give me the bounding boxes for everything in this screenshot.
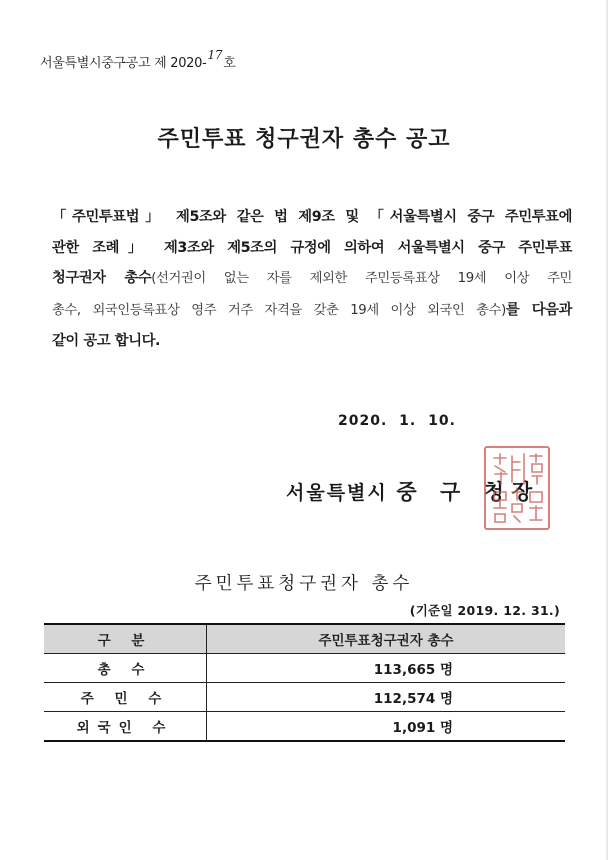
body-line-4: 총수, 외국인등록표상 영주 거주 자격을 갖춘 19세 이상 외국인 총수)를 다음과 <box>52 301 572 318</box>
row-value: 112,574 명 <box>207 683 566 712</box>
notice-date: 2020. 1. 10. <box>338 413 456 429</box>
body-line-3: 청구권자 총수(선거권이 없는 자를 제외한 주민등록표상 19세 이상 주민 <box>52 270 572 286</box>
reference-date: (기준일 2019. 12. 31.) <box>409 603 560 618</box>
notice-number <box>40 48 236 71</box>
row-label: 주 민 수 <box>44 683 207 712</box>
issuer-prefix: 서울특별시 <box>286 482 388 504</box>
notice-number-prefix: 서울특별시중구공고 제 2020- <box>40 56 207 71</box>
table-row <box>44 654 565 683</box>
table-header-row <box>44 624 565 654</box>
table-title: 주민투표청구권자 총수 <box>194 574 414 594</box>
table-row <box>44 683 565 712</box>
row-value: 1,091 명 <box>207 712 566 742</box>
issuer-suffix: 장 <box>511 480 541 504</box>
notice-number-handwritten: 17 <box>207 48 223 62</box>
row-value: 113,665 명 <box>207 654 566 683</box>
document-title: 주민투표 청구권자 총수 공고 <box>157 127 451 152</box>
body-line-5: 같이 공고 합니다. <box>52 333 161 349</box>
body-line-2: 관한 조례」 제3조와 제5조의 규정에 의하여 서울특별시 중구 주민투표 <box>52 239 572 256</box>
voter-count-table <box>44 623 565 742</box>
seal-glyphs-icon <box>486 448 548 528</box>
row-label: 외국인 수 <box>44 712 207 742</box>
notice-body <box>52 202 572 357</box>
row-label: 총 수 <box>44 654 207 683</box>
header-category: 구 분 <box>44 624 207 654</box>
official-seal-stamp <box>484 446 550 530</box>
header-total: 주민투표청구권자 총수 <box>207 624 566 654</box>
body-line-1: 「주민투표법」 제5조와 같은 법 제9조 및 「서울특별시 중구 주민투표에 <box>52 209 572 225</box>
notice-number-suffix: 호 <box>223 56 236 71</box>
issuer-name: 중 구 청 <box>396 480 512 504</box>
table-row <box>44 712 565 742</box>
